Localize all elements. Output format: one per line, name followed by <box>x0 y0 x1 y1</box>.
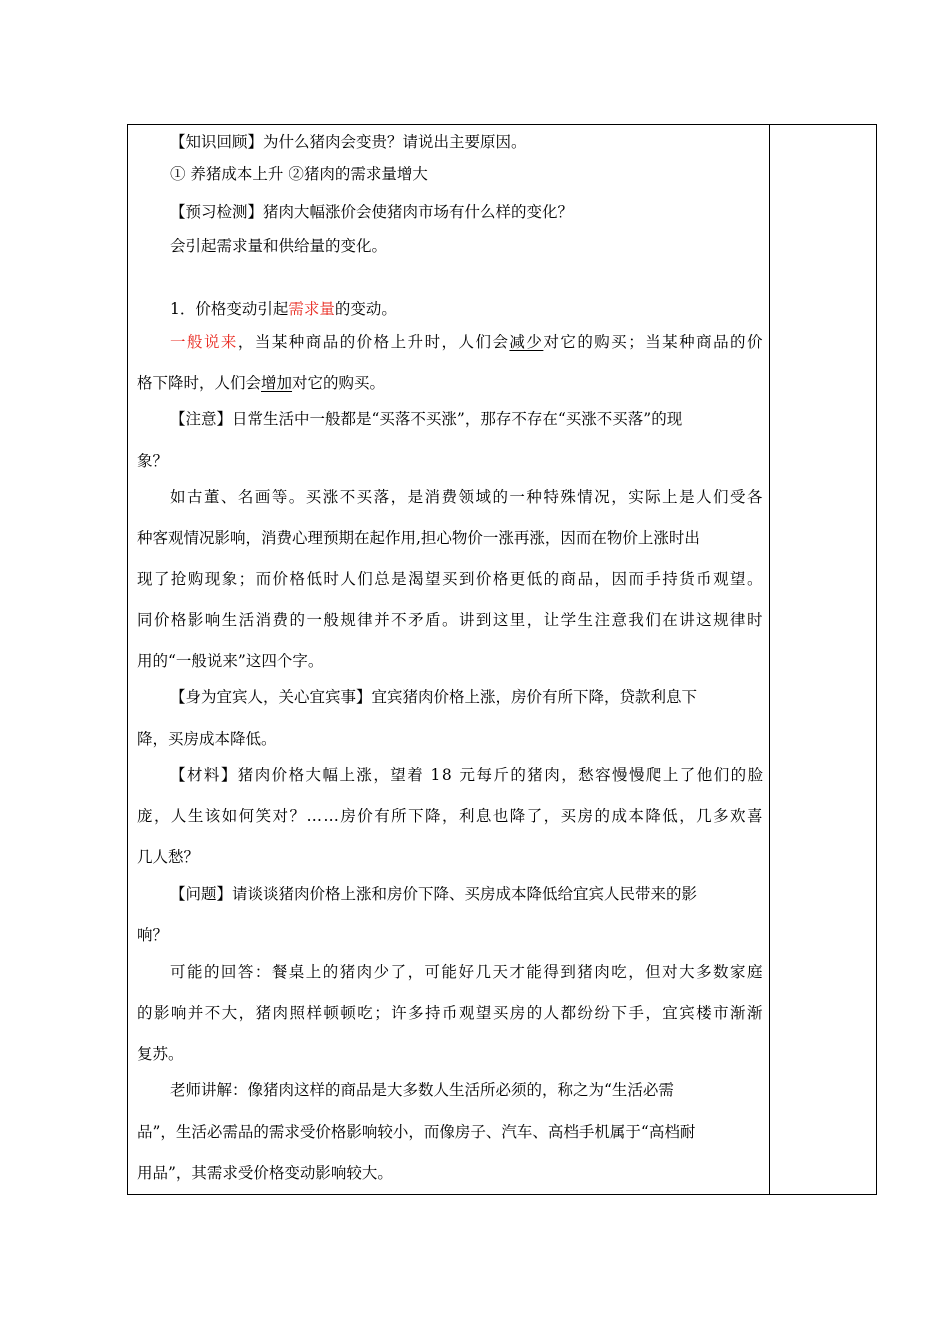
local-line-1: 【身为宜宾人，关心宜宾事】宜宾猪肉价格上涨，房价有所下降，贷款利息下 <box>170 688 698 706</box>
lesson-table <box>127 124 877 1195</box>
column-divider <box>769 125 770 1194</box>
review-answer: ① 养猪成本上升 ②猪肉的需求量增大 <box>170 165 428 183</box>
section-heading-prefix: 1．价格变动引起 <box>170 300 289 318</box>
keyword-decrease: 减少 <box>509 333 544 351</box>
rule-text-b: 对它的购买；当某种商品的价 <box>543 333 764 351</box>
teacher-line-1: 老师讲解：像猪肉这样的商品是大多数人生活所必须的，称之为“生活必需 <box>170 1081 674 1099</box>
section-heading <box>170 299 397 319</box>
question-line-2: 响？ <box>137 926 169 944</box>
note-line-2: 象？ <box>137 452 169 470</box>
explanation-line-1: 如古董、名画等。买涨不买落，是消费领域的一种特殊情况，实际上是人们受各 <box>170 488 764 506</box>
answer-line-3: 复苏。 <box>137 1045 184 1063</box>
preview-answer: 会引起需求量和供给量的变化。 <box>170 237 388 255</box>
question-line-1: 【问题】请谈谈猪肉价格上涨和房价下降、买房成本降低给宜宾人民带来的影 <box>170 885 698 903</box>
keyword-generally: 一般说来 <box>170 333 238 351</box>
general-rule-line-1 <box>170 332 764 352</box>
keyword-increase: 增加 <box>261 374 293 392</box>
section-heading-suffix: 的变动。 <box>334 300 397 318</box>
knowledge-review: 【知识回顾】为什么猪肉会变贵？请说出主要原因。 <box>170 133 527 151</box>
material-line-1: 【材料】猪肉价格大幅上涨，望着 18 元每斤的猪肉，愁容慢慢爬上了他们的脸 <box>170 766 765 784</box>
explanation-line-2: 种客观情况影响，消费心理预期在起作用,担心物价一涨再涨，因而在物价上涨时出 <box>137 529 700 547</box>
answer-line-2: 的影响并不大，猪肉照样顿顿吃；许多持币观望买房的人都纷纷下手，宜宾楼市渐渐 <box>137 1004 764 1022</box>
explanation-line-3: 现了抢购现象；而价格低时人们总是渴望买到价格更低的商品，因而手持货币观望。 <box>137 570 764 588</box>
explanation-line-4: 同价格影响生活消费的一般规律并不矛盾。讲到这里，让学生注意我们在讲这规律时 <box>137 611 764 629</box>
preview-check: 【预习检测】猪肉大幅涨价会使猪肉市场有什么样的变化？ <box>170 203 574 221</box>
teacher-line-3: 用品”，其需求受价格变动影响较大。 <box>137 1164 393 1182</box>
rule-text-d: 对它的购买。 <box>292 374 386 392</box>
explanation-line-5: 用的“一般说来”这四个字。 <box>137 652 324 670</box>
general-rule-line-2 <box>137 373 385 393</box>
material-line-3: 几人愁？ <box>137 848 200 866</box>
material-line-2: 庞，人生该如何笑对？……房价有所下降，利息也降了，买房的成本降低，几多欢喜 <box>137 807 764 825</box>
rule-text-c: 格下降时，人们会 <box>137 374 262 392</box>
local-line-2: 降，买房成本降低。 <box>137 730 277 748</box>
answer-line-1: 可能的回答：餐桌上的猪肉少了，可能好几天才能得到猪肉吃，但对大多数家庭 <box>170 963 764 981</box>
keyword-demand: 需求量 <box>288 300 335 318</box>
note-line-1: 【注意】日常生活中一般都是“买落不买涨”，那存不存在“买涨不买落”的现 <box>170 410 683 428</box>
rule-text-a: ，当某种商品的价格上升时，人们会 <box>237 333 510 351</box>
teacher-line-2: 品”，生活必需品的需求受价格影响较小，而像房子、汽车、高档手机属于“高档耐 <box>137 1123 696 1141</box>
